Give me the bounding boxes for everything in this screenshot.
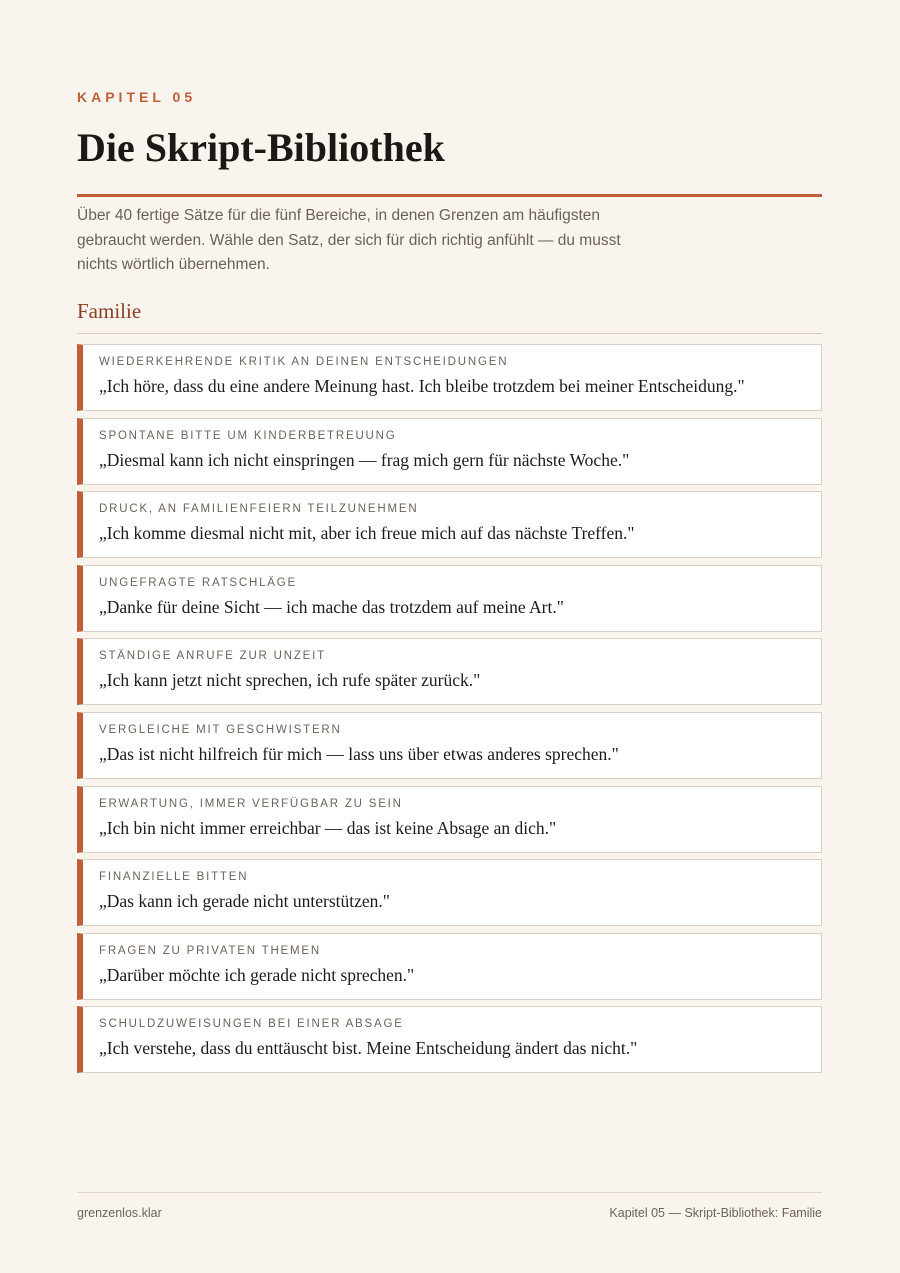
script-card-quote: „Das ist nicht hilfreich für mich — lass uns über etwas anderes sprechen." <box>99 743 619 764</box>
script-card-label: ERWARTUNG, IMMER VERFÜGBAR ZU SEIN <box>99 797 403 810</box>
script-card-list <box>77 344 822 1080</box>
script-card-label: WIEDERKEHRENDE KRITIK AN DEINEN ENTSCHEIDUNGEN <box>99 356 509 368</box>
script-card <box>77 418 822 485</box>
script-card <box>77 933 822 1000</box>
script-card <box>77 712 822 779</box>
script-card-label: FINANZIELLE BITTEN <box>99 871 249 884</box>
script-card-quote: „Das kann ich gerade nicht unterstützen." <box>99 891 390 912</box>
script-card-quote: „Ich komme diesmal nicht mit, aber ich freue mich auf das nächste Treffen." <box>99 523 635 544</box>
script-card-label: STÄNDIGE ANRUFE ZUR UNZEIT <box>99 650 326 663</box>
section-divider <box>77 333 822 334</box>
script-card-quote: „Diesmal kann ich nicht einspringen — frag mich gern für nächste Woche." <box>99 449 630 470</box>
script-card-label: SCHULDZUWEISUNGEN BEI EINER ABSAGE <box>99 1018 404 1031</box>
script-card-label: DRUCK, AN FAMILIENFEIERN TEILZUNEHMEN <box>99 503 419 516</box>
page-title: Die Skript-Bibliothek <box>77 125 445 170</box>
script-card-quote: „Ich verstehe, dass du enttäuscht bist. Meine Entscheidung ändert das nicht." <box>99 1038 638 1059</box>
script-card-label: UNGEFRAGTE RATSCHLÄGE <box>99 576 297 589</box>
script-card <box>77 491 822 558</box>
footer-divider <box>77 1192 822 1193</box>
intro-text: Über 40 fertige Sätze für die fünf Bereiche, in denen Grenzen am häufigsten gebraucht werden. Wähle den Satz, der sich für dich richtig anfühlt — du musst nichts wörtlich übernehmen. <box>77 207 621 273</box>
script-card-label: VERGLEICHE MIT GESCHWISTERN <box>99 723 342 736</box>
script-card-quote: „Darüber möchte ich gerade nicht sprechen." <box>99 964 415 985</box>
script-card <box>77 638 822 705</box>
script-card-quote: „Danke für deine Sicht — ich mache das trotzdem auf meine Art." <box>99 596 564 617</box>
title-divider <box>77 194 822 197</box>
script-card-label: SPONTANE BITTE UM KINDERBETREUUNG <box>99 429 397 442</box>
footer-page-info: Kapitel 05 — Skript-Bibliothek: Familie <box>609 1206 822 1220</box>
section-title: Familie <box>77 299 142 323</box>
script-card <box>77 344 822 411</box>
script-card-quote: „Ich kann jetzt nicht sprechen, ich rufe später zurück." <box>99 670 481 691</box>
footer-brand: grenzenlos.klar <box>77 1206 162 1220</box>
script-card <box>77 786 822 853</box>
script-card-quote: „Ich höre, dass du eine andere Meinung hast. Ich bleibe trotzdem bei meiner Entscheidung." <box>99 376 745 396</box>
script-card-label: FRAGEN ZU PRIVATEN THEMEN <box>99 944 321 957</box>
script-card <box>77 1006 822 1073</box>
script-card <box>77 859 822 926</box>
script-card <box>77 565 822 632</box>
script-card-quote: „Ich bin nicht immer erreichbar — das ist keine Absage an dich." <box>99 817 557 838</box>
chapter-kicker: KAPITEL 05 <box>77 89 197 105</box>
